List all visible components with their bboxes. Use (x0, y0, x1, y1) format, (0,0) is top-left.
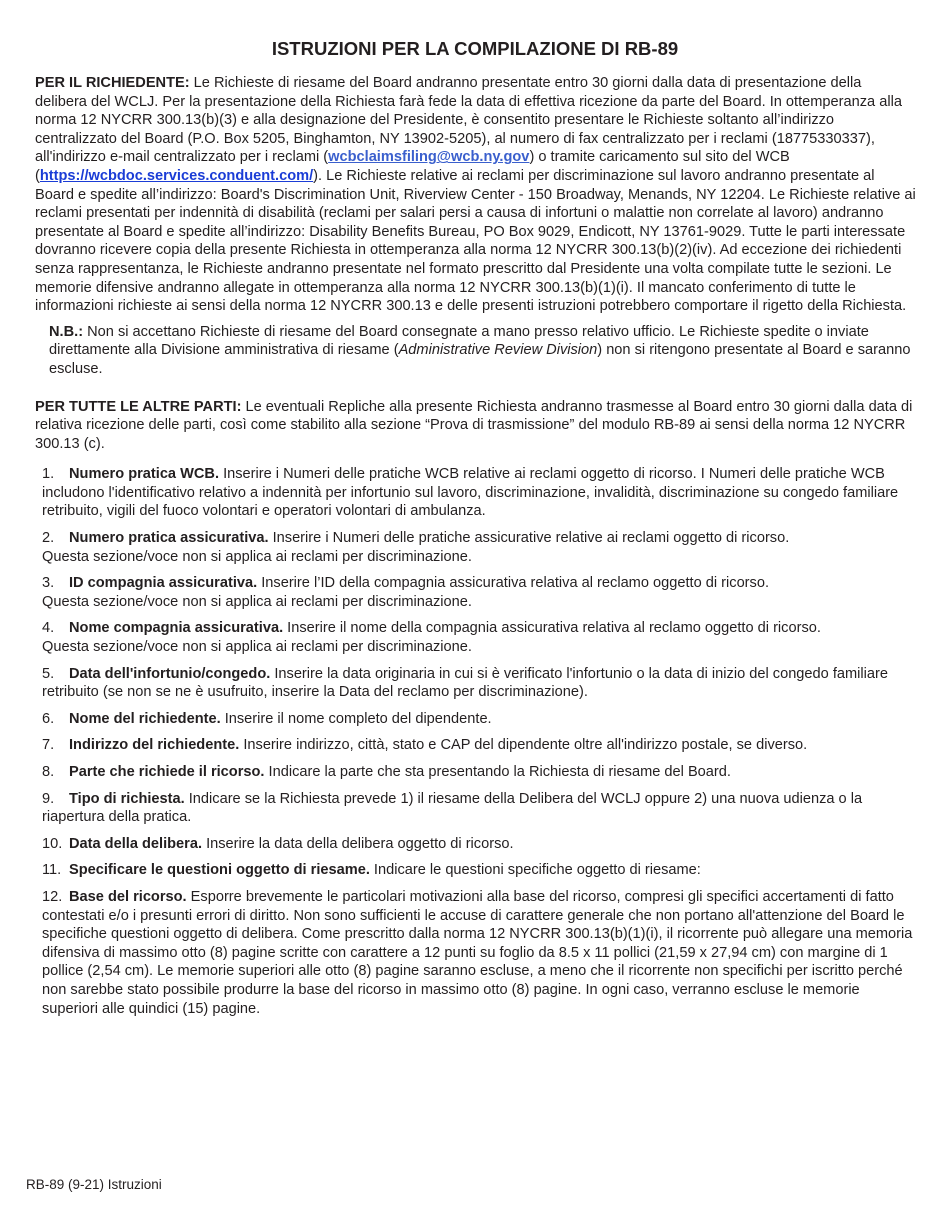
form-footer: RB-89 (9-21) Istruzioni (26, 1177, 162, 1192)
item-note: Questa sezione/voce non si applica ai reclami per discriminazione. (42, 593, 472, 610)
altre-parti-paragraph (35, 398, 917, 454)
nb-paragraph (49, 323, 917, 379)
item-number: 8. (42, 764, 55, 780)
instructions-body (35, 74, 917, 1026)
list-item (42, 710, 917, 729)
nb-italic-division: Administrative Review Division (398, 342, 598, 359)
item-label: Numero pratica assicurativa. (69, 530, 269, 547)
richiedente-text-a: Le Richieste di riesame del Board andranno presentate entro 30 giorni dalla data di presentazione della delibera del WCLJ. Per la presentazione della Richiesta farà fede la data di effettiva ricezione da parte del Board. In ottemperanza alla norma 12 NYCRR 300.13(b)(3) e alla designazione del Presidente, è consentito presentare le Richieste soltanto all’indirizzo centralizzato del Board (P.O. Box 5205, Binghamton, NY 13902-5205), al numero di fax centralizzato per i reclami (18775330337), all'indirizzo e-mail centralizzato per i reclami ( (35, 75, 902, 166)
item-note: Questa sezione/voce non si applica ai reclami per discriminazione. (42, 548, 472, 565)
list-item (42, 619, 917, 656)
item-label: Data dell'infortunio/congedo. (69, 665, 271, 682)
item-text: Inserire l’ID della compagnia assicurativa relativa al reclamo oggetto di ricorso. (257, 575, 770, 592)
item-number: 6. (42, 710, 55, 727)
item-text: Inserire i Numeri delle pratiche assicurative relative ai reclami oggetto di ricorso. (268, 530, 790, 547)
item-number: 10. (42, 835, 63, 852)
altre-parti-heading: PER TUTTE LE ALTRE PARTI: (35, 398, 242, 415)
item-number: 11. (42, 862, 62, 879)
upload-site-link[interactable]: https://wcbdoc.services.conduent.com/ (39, 167, 314, 184)
richiedente-paragraph (35, 74, 917, 316)
item-text: Inserire il nome completo del dipendente. (220, 710, 492, 727)
item-label: Tipo di richiesta. (69, 790, 185, 807)
list-item (42, 529, 917, 566)
altre-parti-text: Le eventuali Repliche alla presente Richiesta andranno trasmesse al Board entro 30 giorni dalla data di relativa ricezione delle parti, così come stabilito alla sezione “Prova di trasmissione” del modulo RB-89 ai sensi della norma 12 NYCRR 300.13 (c). (35, 398, 913, 452)
item-number: 9. (42, 790, 55, 807)
instruction-list (35, 465, 917, 1018)
list-item (42, 888, 917, 1018)
item-text: Indicare le questioni specifiche oggetto di riesame: (369, 862, 701, 879)
list-item (42, 790, 917, 827)
richiedente-text-b: ) o tramite caricamento sul sito del WCB ( (35, 149, 790, 184)
list-item (42, 861, 917, 880)
item-text: Inserire indirizzo, città, stato e CAP del dipendente oltre all'indirizzo postale, se diverso. (239, 737, 808, 754)
item-note: Questa sezione/voce non si applica ai reclami per discriminazione. (42, 639, 472, 656)
item-text: Indicare se la Richiesta prevede 1) il riesame della Delibera del WCLJ oppure 2) una nuova udienza o la riapertura della pratica. (42, 790, 863, 826)
item-number: 5. (42, 665, 55, 682)
item-label: Parte che richiede il ricorso. (69, 764, 265, 780)
item-text: Inserire la data della delibera oggetto di ricorso. (202, 835, 514, 852)
item-label: Numero pratica WCB. (69, 466, 220, 483)
item-number: 3. (42, 575, 55, 592)
item-label: ID compagnia assicurativa. (69, 575, 258, 592)
item-label: Data della delibera. (69, 835, 203, 852)
list-item (42, 835, 917, 854)
item-label: Nome del richiedente. (69, 710, 221, 727)
item-number: 1. (42, 466, 55, 483)
richiedente-heading: PER IL RICHIEDENTE: (35, 75, 190, 91)
item-text: Inserire il nome della compagnia assicurativa relativa al reclamo oggetto di ricorso. (283, 620, 821, 637)
item-text: Indicare la parte che sta presentando la Richiesta di riesame del Board. (264, 764, 731, 780)
list-item (42, 465, 917, 521)
item-label: Specificare le questioni oggetto di riesame. (69, 862, 370, 879)
item-number: 12. (42, 888, 63, 905)
item-text: Esporre brevemente le particolari motivazioni alla base del ricorso, compresi gli specifici accertamenti di fatto contestati e/o i presunti errori di diritto. Non sono sufficienti le accuse di carattere generale che non portano all'attenzione del Board le specifiche questioni oggetto di delibera. Come prescritto dalla norma 12 NYCRR 300.13(b)(1)(i), il ricorrente può allegare una memoria difensiva di massimo otto (8) pagine scritte con carattere a 12 punti su foglio da 8.5 x 11 pollici (21,59 x 27,94 cm) con margine di 1 pollice (2,54 cm). Le memorie superiori alle otto (8) pagine saranno escluse, a meno che il ricorrente non specifichi per iscritto perché non sarebbe stato possibile produrre la base del ricorso in massimo otto (8) pagine. In ogni caso, verranno escluse le memorie superiori alle quindici (15) pagine. (42, 888, 913, 1017)
item-number: 4. (42, 620, 55, 637)
list-item (42, 574, 917, 611)
item-label: Base del ricorso. (69, 888, 187, 905)
nb-label: N.B.: (49, 323, 84, 340)
item-text: Inserire i Numeri delle pratiche WCB relative ai reclami oggetto di ricorso. I Numeri delle pratiche WCB includono l'identificativo relativo a indennità per infortunio sul lavoro, discriminazione, invalidità, discriminazione su congedo familiare retribuito, vigili del fuoco volontari e operatori volontari di ambulanza. (42, 466, 899, 520)
list-item (42, 763, 917, 782)
nb-text-b: ) non si ritengono presentate al Board e saranno escluse. (49, 342, 911, 377)
page-title: ISTRUZIONI PER LA COMPILAZIONE DI RB-89 (271, 38, 679, 59)
list-item (42, 665, 917, 702)
claims-email-link[interactable]: wcbclaimsfiling@wcb.ny.gov (328, 149, 530, 166)
richiedente-text-c: ). Le Richieste relative ai reclami per discriminazione sul lavoro andranno presentate al Board e spedite all’indirizzo: Board's Discrimination Unit, Riverview Center - 150 Broadway, Menands, NY 12204. Le Richieste relative ai reclami presentati per indennità di disabilità (reclami per salari persi a causa di infortuni o malattie non correlate al lavoro) andranno presentate al Board e spedite all’indirizzo: Disability Benefits Bureau, PO Box 9029, Endicott, NY 13761-9029. Tutte le parti interessate dovranno ricevere copia della presente Richiesta in ottemperanza alla norma 12 NYCRR 300.13(b)(2)(iv). Ad eccezione dei richiedenti senza rappresentanza, le Richieste andranno presentate nel formato prescritto dal Presidente una volta compilate tutte le sezioni. Le memorie difensive andranno allegate in ottemperanza alla norma 12 NYCRR 300.13(b)(1)(i). Il mancato conferimento di tutte le informazioni richieste ai sensi della norma 12 NYCRR 300.13 e delle presenti istruzioni potrebbero comportare il rigetto della Richiesta. (35, 167, 916, 315)
nb-text-a: Non si accettano Richieste di riesame del Board consegnate a mano presso relativo ufficio. Le Richieste spedite o inviate direttamente alla Divisione amministrativa di riesame ( (49, 323, 869, 359)
list-item (42, 736, 917, 755)
item-number: 2. (42, 530, 55, 547)
item-label: Indirizzo del richiedente. (69, 737, 240, 754)
item-label: Nome compagnia assicurativa. (69, 620, 284, 637)
item-number: 7. (42, 737, 55, 754)
item-text: Inserire la data originaria in cui si è verificato l'infortunio o la data di inizio del congedo familiare retribuito (se non se ne è usufruito, inserire la Data del reclamo per discriminazione). (42, 665, 888, 701)
